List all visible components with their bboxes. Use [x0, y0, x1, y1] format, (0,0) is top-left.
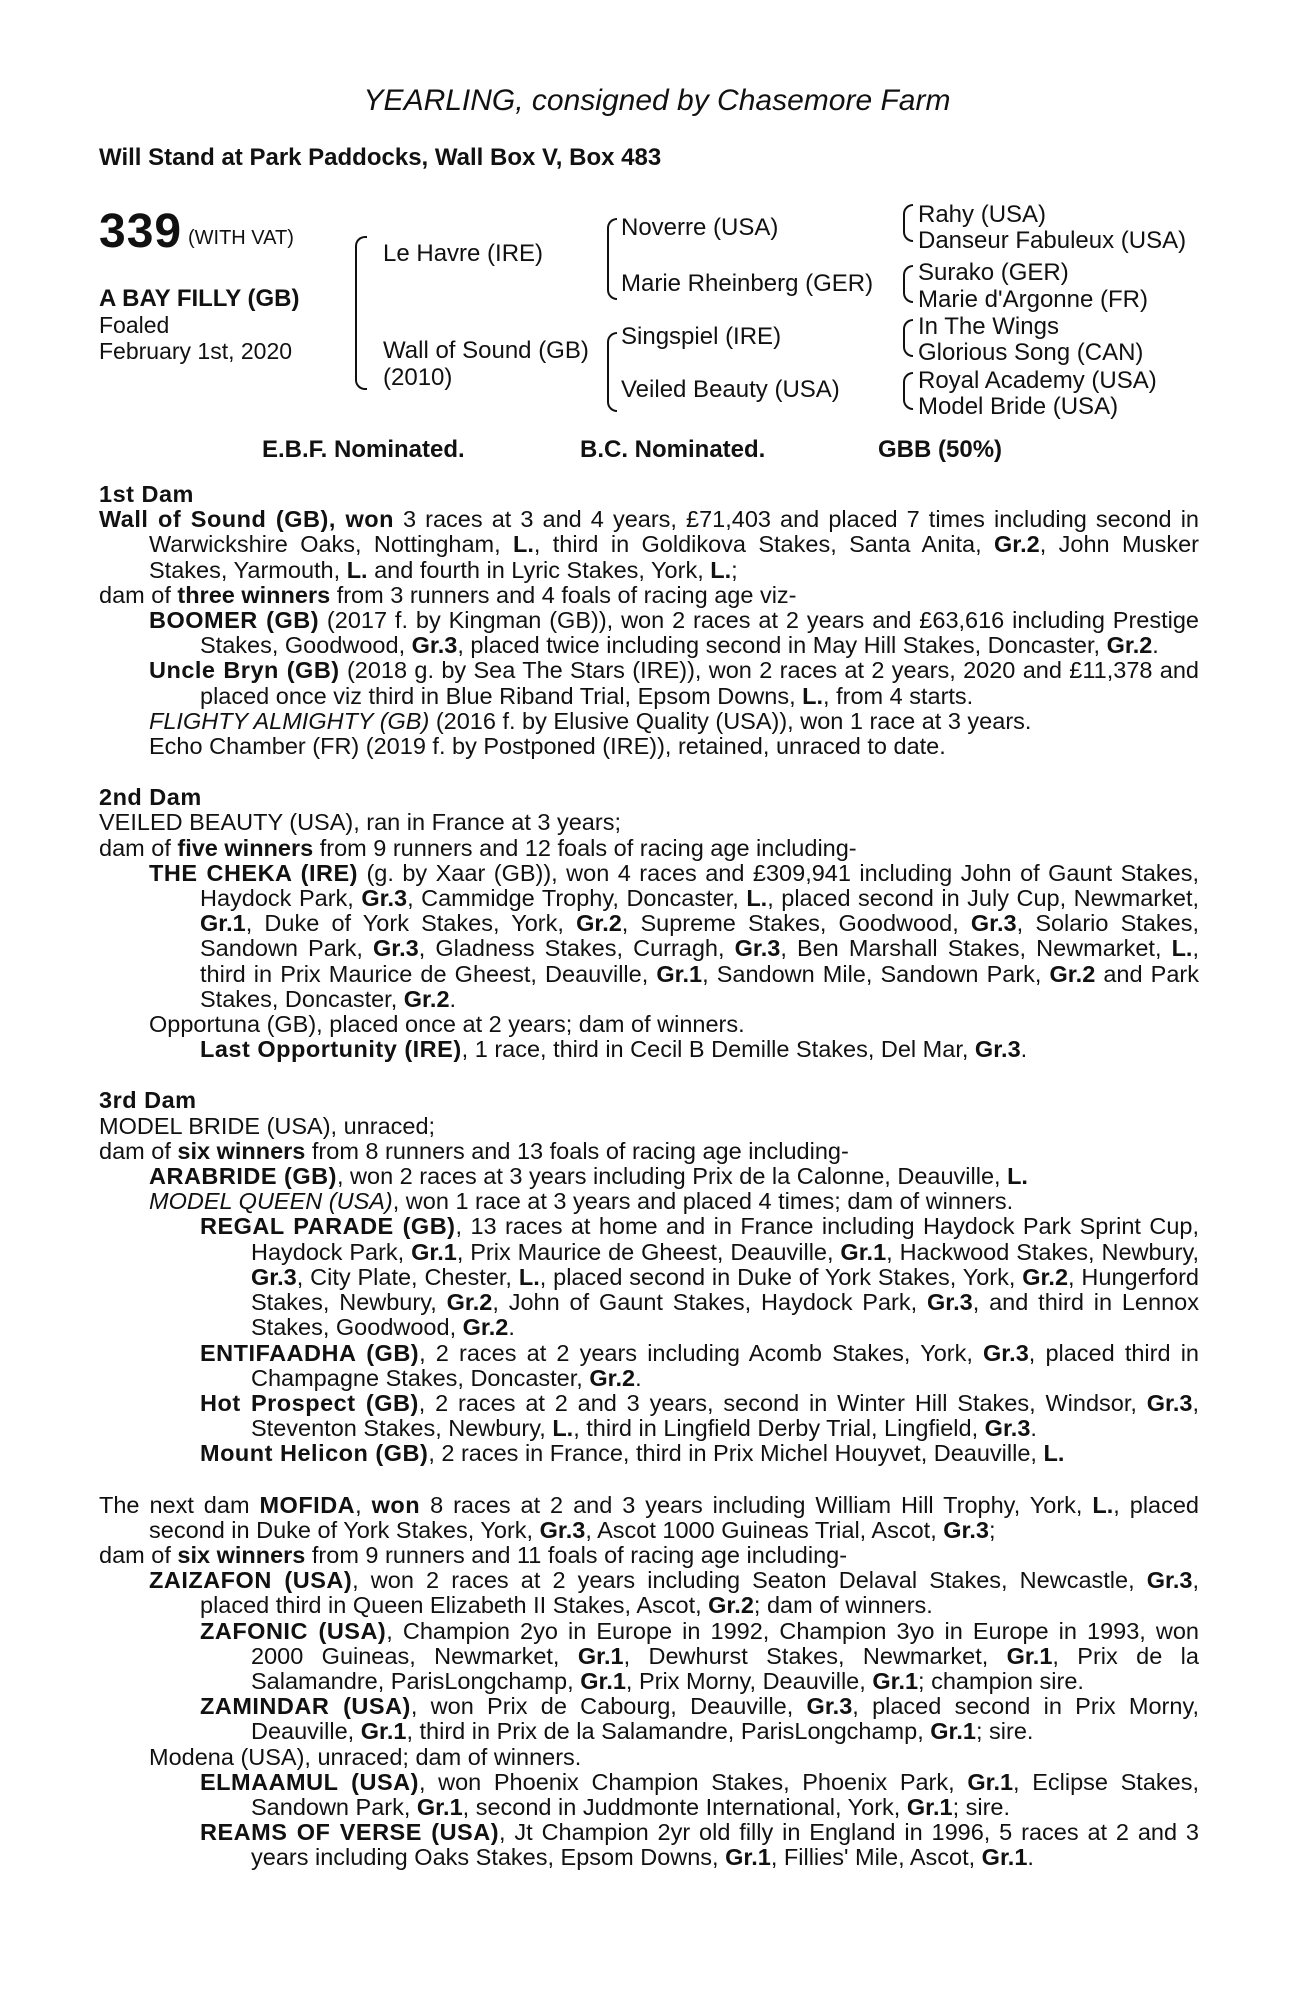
- second-dam-record: VEILED BEAUTY (USA), ran in France at 3 years;: [99, 809, 621, 836]
- next-dam-record: The next dam MOFIDA, won 8 races at 2 and 3 years including William Hill Trophy, York, L., placed second in Duke of York Stakes, York, Gr.3, Ascot 1000 Guineas Trial, Ascot, Gr.3;: [99, 1491, 1200, 1543]
- pedigree-ssd: Danseur Fabuleux (USA): [918, 227, 1187, 254]
- pedigree-dss: In The Wings: [918, 313, 1059, 340]
- first-dam-foal-echo-chamber: Echo Chamber (FR) (2019 f. by Postponed (IRE)), retained, unraced to date.: [149, 733, 946, 760]
- pedigree-dam-name: Wall of Sound (GB): [383, 337, 589, 364]
- brace-ss-parents: [903, 204, 913, 242]
- first-dam-record: Wall of Sound (GB), won 3 races at 3 and 4 years, £71,403 and placed 7 times including second in Warwickshire Oaks, Nottingham, L., third in Goldikova Stakes, Santa Anita, Gr.2, John Musker Stakes, Yarmouth, L. and fourth in Lyric Stakes, York, L.;: [99, 506, 1199, 583]
- second-dam-granddaughter-foal: Last Opportunity (IRE), 1 race, third in Cecil B Demille Stakes, Del Mar, Gr.3.: [200, 1036, 1028, 1063]
- brace-dam-parents: [607, 332, 617, 412]
- next-dam-produce-summary: dam of six winners from 9 runners and 11 foals of racing age including-: [99, 1541, 848, 1568]
- gbb-status: GBB (50%): [878, 436, 1003, 463]
- ebf-nominated: E.B.F. Nominated.: [262, 436, 465, 463]
- brace-ds-parents: [903, 319, 913, 357]
- next-dam-grandfoal-zamindar: ZAMINDAR (USA), won Prix de Cabourg, Deauville, Gr.3, placed second in Prix Morny, Deauville, Gr.1, third in Prix de la Salamandre, ParisLongchamp, Gr.1; sire.: [200, 1693, 1199, 1745]
- pedigree-sds: Surako (GER): [918, 259, 1069, 286]
- pedigree-dam-sire: Singspiel (IRE): [621, 323, 782, 350]
- third-dam-heading: 3rd Dam: [99, 1087, 197, 1114]
- next-dam-foal-zaizafon: ZAIZAFON (USA), won 2 races at 2 years including Seaton Delaval Stakes, Newcastle, Gr.3, placed third in Queen Elizabeth II Stakes, Ascot, Gr.2; dam of winners.: [149, 1567, 1199, 1619]
- first-dam-heading: 1st Dam: [99, 481, 194, 507]
- next-dam-grandfoal-zafonic: ZAFONIC (USA), Champion 2yo in Europe in 1992, Champion 3yo in Europe in 1993, won 2000 Guineas, Newmarket, Gr.1, Dewhurst Stakes, Newmarket, Gr.1, Prix de la Salamandre, ParisLongchamp, Gr.1, Prix Morny, Deauville, Gr.1; champion sire.: [200, 1617, 1199, 1694]
- third-dam-grandfoal-entifaadha: ENTIFAADHA (GB), 2 races at 2 years including Acomb Stakes, York, Gr.3, placed third in Champagne Stakes, Doncaster, Gr.2.: [200, 1339, 1199, 1391]
- brace-sire-dam: [355, 236, 367, 390]
- pedigree-ddd: Model Bride (USA): [918, 393, 1119, 420]
- second-dam-foal-the-cheka: THE CHEKA (IRE) (g. by Xaar (GB)), won 4 races and £309,941 including John of Gaunt Stakes, Haydock Park, Gr.3, Cammidge Trophy, Doncaster, L., placed second in July Cup, Newmarket, Gr.1, Duke of York Stakes, York, Gr.2, Supreme Stakes, Goodwood, Gr.3, Solario Stakes, Sandown Park, Gr.3, Gladness Stakes, Curragh, Gr.3, Ben Marshall Stakes, Newmarket, L., third in Prix Maurice de Gheest, Deauville, Gr.1, Sandown Mile, Sandown Park, Gr.2 and Park Stakes, Doncaster, Gr.2.: [149, 859, 1200, 1012]
- first-dam-foal-uncle-bryn: Uncle Bryn (GB) (2018 g. by Sea The Stars (IRE)), won 2 races at 2 years, 2020 and £11,378 and placed once viz third in Blue Riband Trial, Epsom Downs, L., from 4 starts.: [149, 657, 1200, 709]
- second-dam-produce-summary: dam of five winners from 9 runners and 12 foals of racing age including-: [99, 834, 857, 861]
- first-dam-foal-boomer: BOOMER (GB) (2017 f. by Kingman (GB)), won 2 races at 2 years and £63,616 including Prestige Stakes, Goodwood, Gr.3, placed twice including second in May Hill Stakes, Doncaster, Gr.2.: [149, 607, 1199, 659]
- pedigree-dsd: Glorious Song (CAN): [918, 339, 1144, 366]
- third-dam-grandfoal-mount-helicon: Mount Helicon (GB), 2 races in France, third in Prix Michel Houyvet, Deauville, L.: [200, 1440, 1065, 1467]
- bc-nominated: B.C. Nominated.: [580, 436, 766, 463]
- pedigree-sdd: Marie d'Argonne (FR): [918, 286, 1148, 313]
- pedigree-dam-year: (2010): [383, 364, 453, 391]
- next-dam-foal-modena: Modena (USA), unraced; dam of winners.: [149, 1743, 582, 1770]
- third-dam-produce-summary: dam of six winners from 8 runners and 13 foals of racing age including-: [99, 1137, 849, 1164]
- pedigree-sire-dam: Marie Rheinberg (GER): [621, 270, 874, 297]
- second-dam-foal-opportuna: Opportuna (GB), placed once at 2 years; dam of winners.: [149, 1011, 745, 1038]
- second-dam-heading: 2nd Dam: [99, 784, 202, 811]
- brace-sire-parents: [607, 218, 617, 300]
- next-dam-grandfoal-reams-of-verse: REAMS OF VERSE (USA), Jt Champion 2yr old filly in England in 1996, 5 races at 2 and 3 years including Oaks Stakes, Epsom Downs, Gr.1, Fillies' Mile, Ascot, Gr.1.: [200, 1819, 1199, 1871]
- pedigree-dds: Royal Academy (USA): [918, 367, 1157, 394]
- stable-location: Will Stand at Park Paddocks, Wall Box V, Box 483: [99, 144, 662, 171]
- lot-number: 339: [99, 205, 183, 258]
- pedigree-sire-sire: Noverre (USA): [621, 214, 779, 241]
- pedigree-sire: Le Havre (IRE): [383, 240, 544, 267]
- third-dam-record: MODEL BRIDE (USA), unraced;: [99, 1112, 436, 1139]
- pedigree-dam-dam: Veiled Beauty (USA): [621, 376, 840, 403]
- third-dam-foal-arabride: ARABRIDE (GB), won 2 races at 3 years including Prix de la Calonne, Deauville, L.: [149, 1163, 1028, 1190]
- first-dam-foal-flighty-almighty: FLIGHTY ALMIGHTY (GB) (2016 f. by Elusive Quality (USA)), won 1 race at 3 years.: [149, 707, 1032, 734]
- next-dam-grandfoal-elmaamul: ELMAAMUL (USA), won Phoenix Champion Stakes, Phoenix Park, Gr.1, Eclipse Stakes, Sandown Park, Gr.1, second in Juddmonte International, York, Gr.1; sire.: [200, 1768, 1199, 1820]
- third-dam-grandfoal-regal-parade: REGAL PARADE (GB), 13 races at home and in France including Haydock Park Sprint Cup, Haydock Park, Gr.1, Prix Maurice de Gheest, Deauville, Gr.1, Hackwood Stakes, Newbury, Gr.3, City Plate, Chester, L., placed second in Duke of York Stakes, York, Gr.2, Hungerford Stakes, Newbury, Gr.2, John of Gaunt Stakes, Haydock Park, Gr.3, and third in Lennox Stakes, Goodwood, Gr.2.: [200, 1213, 1199, 1341]
- vat-label: (WITH VAT): [188, 227, 294, 249]
- catalogue-body: [99, 482, 1199, 1871]
- brace-sd-parents: [903, 265, 913, 303]
- foaled-label: Foaled: [99, 312, 170, 338]
- pedigree-sss: Rahy (USA): [918, 201, 1047, 228]
- lot-name: A BAY FILLY (GB): [99, 285, 300, 312]
- page-title: YEARLING, consigned by Chasemore Farm: [363, 84, 951, 117]
- third-dam-foal-model-queen: MODEL QUEEN (USA), won 1 race at 3 years and placed 4 times; dam of winners.: [149, 1188, 1014, 1215]
- foaled-date: February 1st, 2020: [99, 338, 293, 364]
- brace-dd-parents: [903, 372, 913, 410]
- third-dam-grandfoal-hot-prospect: Hot Prospect (GB), 2 races at 2 and 3 years, second in Winter Hill Stakes, Windsor, Gr.3, Steventon Stakes, Newbury, L., third in Lingfield Derby Trial, Lingfield, Gr.3.: [200, 1389, 1199, 1442]
- first-dam-produce-summary: dam of three winners from 3 runners and 4 foals of racing age viz-: [99, 581, 797, 608]
